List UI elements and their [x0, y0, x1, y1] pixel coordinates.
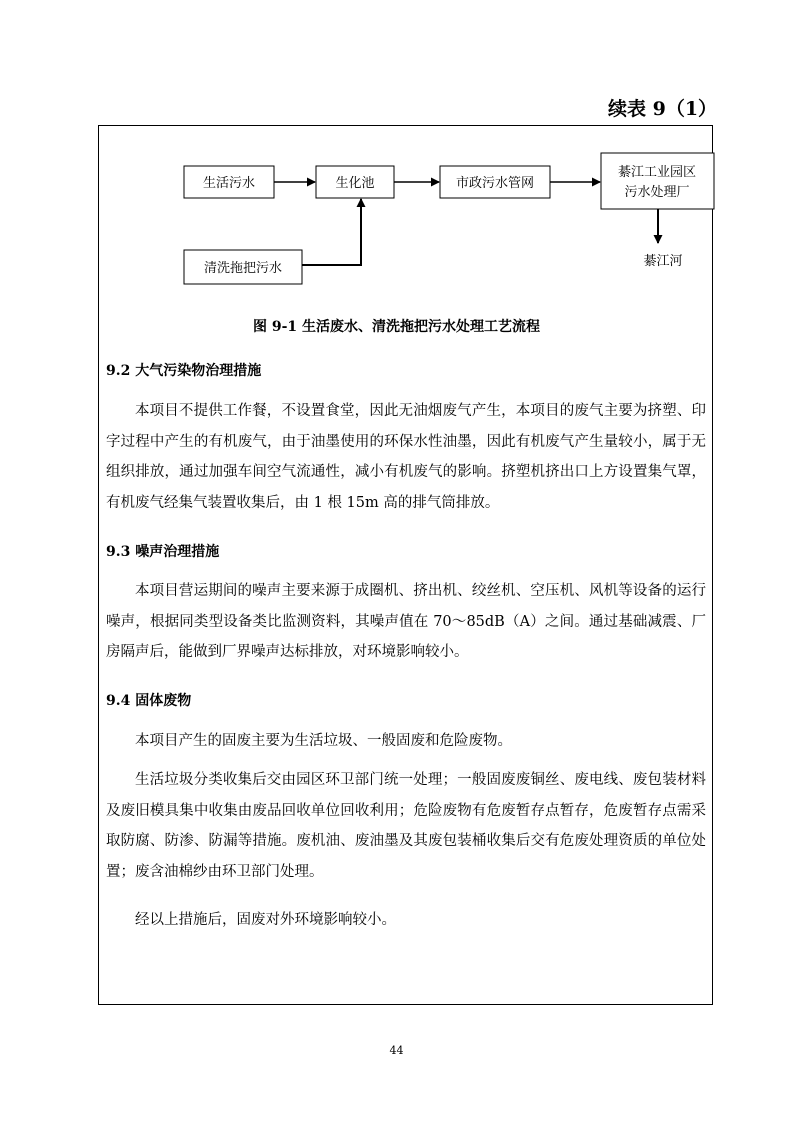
node-wastewater-plant-label-1: 綦江工业园区 [617, 165, 697, 180]
paragraph-solid-waste-conclusion: 经以上措施后，固废对外环境影响较小。 [135, 912, 396, 928]
section-heading-air: 9.2 大气污染物治理措施 [106, 363, 262, 379]
continuation-title: 续表 9（1） [608, 98, 718, 120]
figure-caption: 图 9-1 生活废水、清洗拖把污水处理工艺流程 [252, 319, 541, 335]
node-wastewater-plant [601, 153, 714, 209]
paragraph-noise: 本项目营运期间的噪声主要来源于成圈机、挤出机、绞丝机、空压机、风机等设备的运行噪声，根据同类型设备类比监测资料，其噪声值在 70～85dB（A）之间。通过基础减震、厂房隔声后，能做到厂界噪声达标排放，对环境影响较小。 [106, 583, 706, 660]
node-wastewater-plant-label-2: 污水处理厂 [624, 185, 690, 200]
page-number: 44 [389, 1044, 404, 1057]
node-biochemical-tank-label: 生化池 [335, 176, 375, 191]
section-heading-noise: 9.3 噪声治理措施 [106, 544, 220, 560]
arrow-mopping-to-tank [302, 199, 361, 265]
node-domestic-sewage-label: 生活污水 [202, 176, 256, 191]
paragraph-solid-waste-intro: 本项目产生的固废主要为生活垃圾、一般固废和危险废物。 [135, 733, 512, 749]
paragraph-air: 本项目不提供工作餐，不设置食堂，因此无油烟废气产生，本项目的废气主要为挤塑、印字过程中产生的有机废气，由于油墨使用的环保水性油墨，因此有机废气产生量较小，属于无组织排放，通过加强车间空气流通性，减小有机废气的影响。挤塑机挤出口上方设置集气罩，有机废气经集气装置收集后，由 1 根 15m 高的排气筒排放。 [106, 403, 706, 511]
process-flowchart [0, 0, 793, 300]
paragraph-solid-waste-handling: 生活垃圾分类收集后交由园区环卫部门统一处理；一般固废废铜丝、废电线、废包装材料及废旧模具集中收集由废品回收单位回收利用；危险废物有危废暂存点暂存，危废暂存点需采取防腐、防渗、防漏等措施。废机油、废油墨及其废包装桶收集后交有危废处理资质的单位处置；废含油棉纱由环卫部门处理。 [106, 772, 706, 880]
section-heading-solid-waste: 9.4 固体废物 [106, 693, 192, 709]
node-river-label: 綦江河 [643, 254, 683, 269]
node-mopping-sewage-label: 清洗拖把污水 [203, 261, 283, 276]
node-municipal-network-label: 市政污水管网 [455, 176, 535, 191]
